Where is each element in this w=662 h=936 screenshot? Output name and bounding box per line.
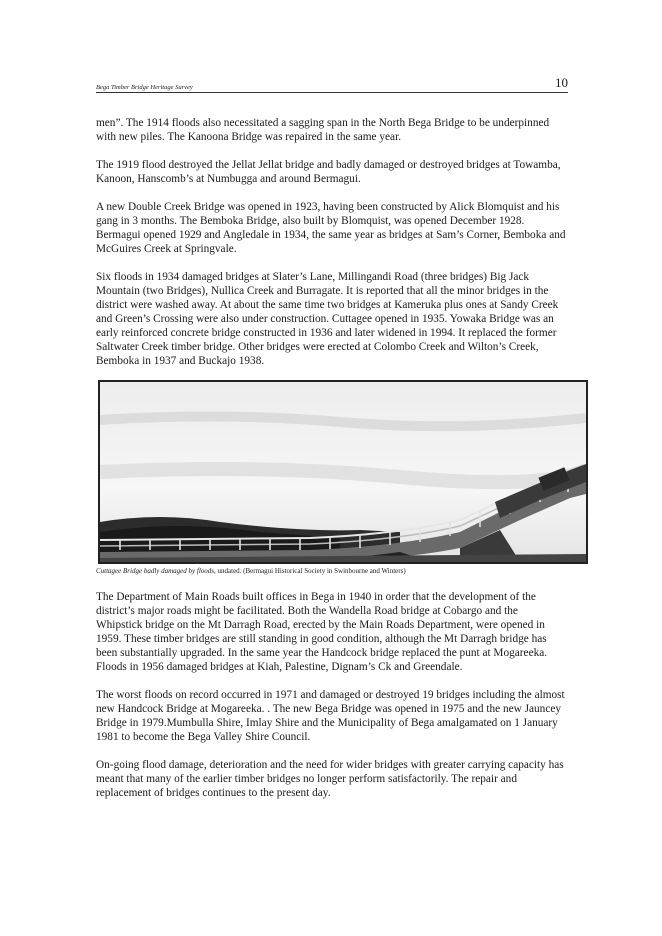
header-title: Bega Timber Bridge Heritage Survey <box>96 84 193 91</box>
paragraph: men”. The 1914 floods also necessitated a sagging span in the North Bega Bridge to be underpinned with new piles. The Kanoona Bridge was repaired in the same year. <box>96 117 550 143</box>
photo-caption <box>96 567 566 576</box>
bridge-photo <box>98 380 588 564</box>
paragraph: The Department of Main Roads built offices in Bega in 1940 in order that the development of the district’s major roads might be facilitated. Both the Wandella Road bridge at Cobargo and the Whipstick bridge on the Mt Darragh Road, erected by the Main Roads Department, were opened in 1959. These timber bridges are still standing in good condition, although the Mt Darragh bridge has been substantially upgraded. In the same year the Handcock bridge replaced the punt at Mogareeka. Floods in 1956 damaged bridges at Kiah, Palestine, Dignam’s Ck and Greendale. <box>96 591 548 673</box>
caption-plain: undated. (Bermagui Historical Society in Swinbourne and Winters) <box>215 567 406 575</box>
paragraph: A new Double Creek Bridge was opened in 1923, having been constructed by Alick Blomquist and his gang in 3 months. The Bemboka Bridge, also built by Blomquist, was opened December 1928. Bermagui opened 1929 and Angledale in 1934, the same year as bridges at Sam’s Corner, Bemboka and McGuires Creek at Springvale. <box>96 201 566 255</box>
damaged-bridge-image <box>100 382 586 562</box>
paragraph: On-going flood damage, deterioration and the need for wider bridges with greater carrying capacity has meant that many of the earlier timber bridges no longer perform satisfactorily. The repair and replacement of bridges continues to the present day. <box>96 759 564 799</box>
paragraph: The 1919 flood destroyed the Jellat Jellat bridge and badly damaged or destroyed bridges at Towamba, Kanoon, Hanscomb’s at Numbugga and around Bermagui. <box>96 159 561 185</box>
paragraph: Six floods in 1934 damaged bridges at Slater’s Lane, Millingandi Road (three bridges) Big Jack Mountain (two Bridges), Nullica Creek and Burragate. It is reported that all the minor bridges in the district were washed away. At about the same time two bridges at Kameruka plus ones at Sandy Creek and Green’s Crossing were also under construction. Cuttagee opened in 1935. Yowaka Bridge was an early reinforced concrete bridge constructed in 1936 and later widened in 1994. It replaced the former Saltwater Creek timber bridge. Other bridges were erected at Colombo Creek and Wilton’s Creek, Bemboka in 1937 and Buckajo 1938. <box>96 271 559 367</box>
paragraph: The worst floods on record occurred in 1971 and damaged or destroyed 19 bridges including the almost new Handcock Bridge at Mogareeka. . The new Bega Bridge was opened in 1975 and the new Jauncey Bridge in 1979.Mumbulla Shire, Imlay Shire and the Municipality of Bega amalgamated on 1 January 1981 to become the Bega Valley Shire Council. <box>96 689 565 743</box>
page-number: 10 <box>555 75 568 90</box>
caption-italic: Cuttagee Bridge badly damaged by floods, <box>96 567 216 575</box>
page-header <box>96 75 568 93</box>
document-body <box>96 116 566 814</box>
